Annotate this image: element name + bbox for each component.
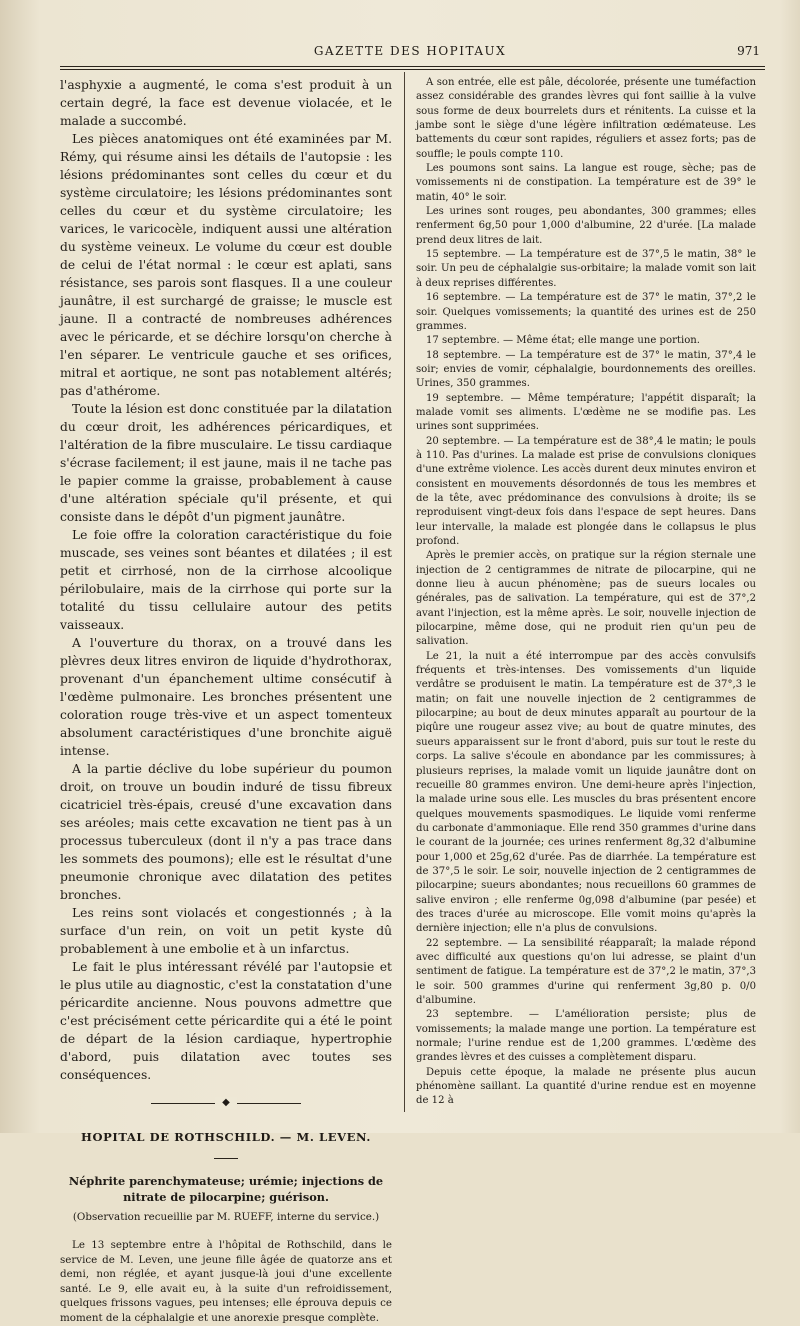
page-header: [60, 40, 760, 64]
paragraph: Les pièces anatomiques ont été examinées par M. Rémy, qui résume ainsi les détails de l'autopsie : les lésions prédominantes sont celles du cœur et du système circulatoire; les lésions prédominantes sont celles du cœur et du système circulatoire; les varices, le varicocèle, indiquent aussi une altération du système veineux. Le volume du cœur est double de celui de l'état normal : le cœur est aplati, sans résistance, ses parois sont flasques. Il a une couleur jaunâtre, il est surchargé de graisse; le muscle est jaune. Il a contracté de nombreuses adhérences avec le péricarde, et se déchire lorsqu'on cherche à l'en séparer. Le ventricule gauche et ses orifices, mitral et aortique, ne sont pas notablement altérés; pas d'athérome.: [60, 132, 392, 398]
case-note: (Observation recueillie par M. RUEFF, interne du service.): [72, 1211, 380, 1223]
paragraph: Le foie offre la coloration caractéristique du foie muscade, ses veines sont béantes et dilatées ; il est petit et cirrhosé, non de la cirrhose alcoolique périlobulaire, mais de la cirrhose qui porte sur la totalité du tissu cellulaire autour des petits vaisseaux.: [60, 528, 392, 632]
paragraph: Le 21, la nuit a été interrompue par des accès convulsifs fréquents et très-intenses. Des vomissements d'un liquide verdâtre se produisent le matin. La température est de 37°,3 le matin; on fait une nouvelle injection de 2 centigrammes de pilocarpine; au bout de deux minutes apparaît au pourtour de la piqûre une rougeur assez vive; au bout de quatre minutes, des sueurs apparaissent sur le front d'abord, puis sur tout le reste du corps. La salive s'écoule en abondance par les commissures; à plusieurs reprises, la malade vomit un liquide jaunâtre dont on recueille 80 grammes environ. Une demi-heure après l'injection, la malade urine sous elle. Les muscles du bras présentent encore quelques mouvements spasmodiques. Le liquide vomi renferme du carbonate d'ammoniaque. Elle rend 350 grammes d'urine dans le courant de la journée; ces urines renferment 8g,32 d'albumine pour 1,000 et 25g,62 d'urée. Pas de diarrhée. La température est de 37°,5 le soir. Le soir, nouvelle injection de 2 centigrammes de pilocarpine; sueurs abondantes; nous recueillons 60 grammes de salive environ ; elle renferme 0g,098 d'albumine (par pesée) et des traces d'urée au microscope. Elle vomit moins qu'après la dernière injection; elle n'a plus de convulsions.: [416, 650, 756, 935]
header-rule-bottom: [60, 69, 765, 70]
paragraph: Les poumons sont sains. La langue est rouge, sèche; pas de vomissements ni de constipation. La température est de 39° le matin, 40° le soir.: [416, 163, 756, 203]
page-number: 971: [737, 44, 760, 58]
paragraph: Après le premier accès, on pratique sur la région sternale une injection de 2 centigrammes de nitrate de pilocarpine, qui ne donne lieu à aucun phénomène; pas de sueurs locales ou générales, pas de salivation. La température, qui est de 37°,2 avant l'injection, est la même après. Le soir, nouvelle injection de pilocarpine, même dose, qui ne produit rien qu'un peu de salivation.: [416, 550, 756, 648]
left-column: [60, 76, 392, 1324]
section-divider: [151, 1096, 301, 1110]
column-separator: [404, 72, 405, 1112]
short-rule: [214, 1158, 238, 1159]
paragraph: 19 septembre. — Même température; l'appétit disparaît; la malade vomit ses aliments. L'œdème ne se modifie pas. Les urines sont supprimées.: [416, 392, 756, 433]
paragraph: Les reins sont violacés et congestionnés ; à la surface d'un rein, on voit un petit kyste dû probablement à une embolie et à un infarctus.: [60, 906, 392, 956]
paragraph: A l'ouverture du thorax, on a trouvé dans les plèvres deux litres environ de liquide d'hydrothorax, provenant d'un épanchement ultime consécutif à l'œdème pulmonaire. Les bronches présentent une coloration rouge très-vive et un aspect tomenteux absolument caractéristiques d'une bronchite aiguë intense.: [60, 636, 392, 758]
right-column: [416, 76, 756, 1116]
paragraph: l'asphyxie a augmenté, le coma s'est produit à un certain degré, la face est devenue violacée, et le malade a succombé.: [60, 78, 392, 128]
paragraph: Depuis cette époque, la malade ne présente plus aucun phénomène saillant. La quantité d'urine rendue est en moyenne de 12 à: [416, 1066, 756, 1107]
header-rule-top: [60, 66, 765, 67]
divider-ornament-icon: ◆: [215, 1097, 237, 1109]
paragraph: 22 septembre. — La sensibilité réapparaît; la malade répond avec difficulté aux questions qu'on lui adresse, se plaint d'un sentiment de fatigue. La température est de 37°,2 le matin, 37°,3 le soir. 500 grammes d'urine qui renferment 3g,80 p. 0/0 d'albumine.: [416, 937, 756, 1006]
paragraph: 15 septembre. — La température est de 37°,5 le matin, 38° le soir. Un peu de céphalalgie sus-orbitaire; la malade vomit son lait à deux reprises différentes.: [416, 249, 756, 289]
case-title: Néphrite parenchymateuse; urémie; injections de nitrate de pilocarpine; guérison.: [68, 1174, 384, 1204]
hospital-heading: HOPITAL DE ROTHSCHILD. — M. LEVEN.: [81, 1130, 371, 1144]
paragraph: Le 13 septembre entre à l'hôpital de Rothschild, dans le service de M. Leven, une jeune fille âgée de quatorze ans et demi, non réglée, et ayant jusque-là joui d'une excellente santé. Le 9, elle avait eu, à la suite d'un refroidissement, quelques frissons vagues, peu intenses; elle éprouva depuis ce moment de la céphalalgie et une anorexie presque complète.: [60, 1239, 392, 1324]
paragraph: 17 septembre. — Même état; elle mange une portion.: [426, 335, 700, 347]
paragraph: 16 septembre. — La température est de 37° le matin, 37°,2 le soir. Quelques vomissements; la quantité des urines est de 250 grammes.: [416, 292, 756, 332]
paragraph: Toute la lésion est donc constituée par la dilatation du cœur droit, les adhérences péricardiques, et l'altération de la fibre musculaire. Le tissu cardiaque s'écrase facilement; il est jaune, mais il ne tache pas le papier comme la graisse, probablement à cause d'une altération spéciale qu'il présente, et qui consiste dans le dépôt d'un pigment jaunâtre.: [60, 402, 392, 524]
paragraph: 18 septembre. — La température est de 37° le matin, 37°,4 le soir; envies de vomir, céphalalgie, bourdonnements des oreilles. Urines, 350 grammes.: [416, 349, 756, 390]
paragraph: 23 septembre. — L'amélioration persiste; plus de vomissements; la malade mange une portion. La température est normale; l'urine rendue est de 1,200 grammes. L'œdème des grandes lèvres et des cuisses a complètement disparu.: [416, 1009, 756, 1064]
paragraph: 20 septembre. — La température est de 38°,4 le matin; le pouls à 110. Pas d'urines. La malade est prise de convulsions cloniques d'une extrême violence. Les accès durent deux minutes environ et consistent en mouvements désordonnés de tous les membres et de la tête, avec prédominance des convulsions à droite; ils se reproduisent vingt-deux fois dans l'espace de sept heures. Dans leur intervalle, la malade est plongée dans le collapsus le plus profond.: [416, 435, 756, 547]
paragraph: Le fait le plus intéressant révélé par l'autopsie et le plus utile au diagnostic, c'est la constatation d'une péricardite ancienne. Nous pouvons admettre que c'est précisément cette péricardite qui a été le point de départ de la lésion cardiaque, hypertrophie d'abord, puis dilatation avec toutes ses conséquences.: [60, 960, 392, 1082]
paragraph: Les urines sont rouges, peu abondantes, 300 grammes; elles renferment 6g,50 pour 1,000 d'albumine, 22 d'urée. [La malade prend deux litres de lait.: [416, 206, 756, 246]
running-title: GAZETTE DES HOPITAUX: [313, 44, 507, 58]
paragraph: A la partie déclive du lobe supérieur du poumon droit, on trouve un boudin induré de tissu fibreux cicatriciel très-épais, creusé d'une excavation dans ses aréoles; mais cette excavation ne tient pas à un processus tuberculeux (dont il n'y a pas trace dans les sommets des poumons); elle est le résultat d'une pneumonie chronique avec dilatation des petites bronches.: [60, 762, 392, 902]
paragraph: A son entrée, elle est pâle, décolorée, présente une tuméfaction assez considérable des grandes lèvres qui font saillie à la vulve sous forme de deux bourrelets durs et rénitents. La cuisse et la jambe sont le siège d'une légère infiltration œdémateuse. Les battements du cœur sont rapides, réguliers et assez forts; pas de souffle; le pouls compte 110.: [416, 77, 756, 160]
